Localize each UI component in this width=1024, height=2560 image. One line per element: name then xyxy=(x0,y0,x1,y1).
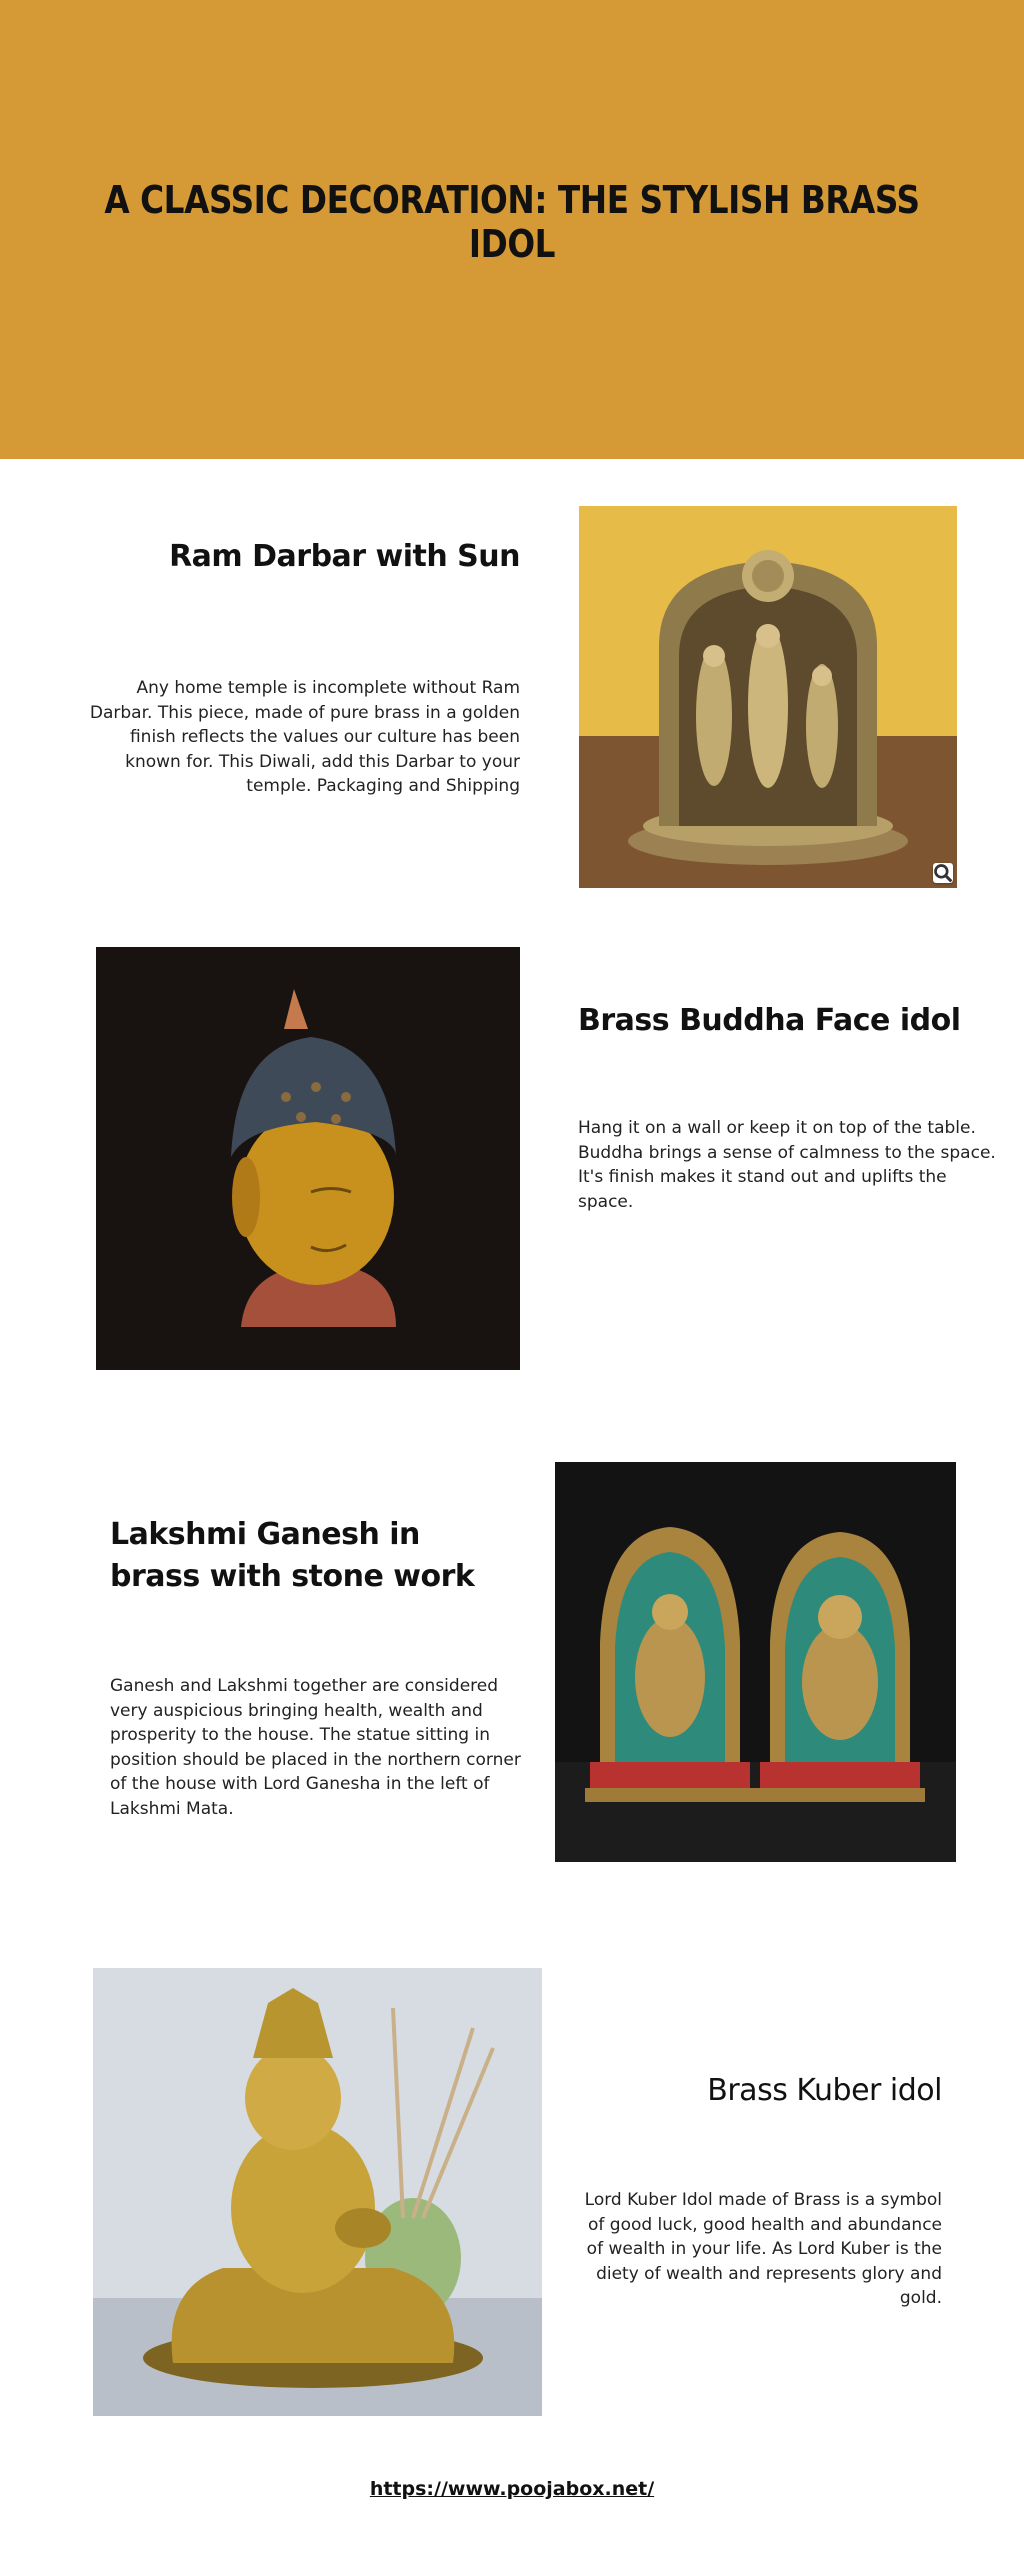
product-title: Brass Buddha Face idol xyxy=(578,1003,961,1038)
kuber-photo xyxy=(93,1968,542,2416)
page-title: A CLASSIC DECORATION: THE STYLISH BRASS IDOL xyxy=(104,178,920,266)
buddha-face-image[interactable] xyxy=(96,947,520,1370)
product-title: Lakshmi Ganesh in brass with stone work xyxy=(110,1517,475,1594)
magnifier-icon xyxy=(933,863,953,883)
lakshmi-ganesh-photo xyxy=(555,1462,956,1862)
product-description: Hang it on a wall or keep it on top of the table. Buddha brings a sense of calmness to the space. It's finish makes it stand out and uplifts the space. xyxy=(578,1118,996,1212)
kuber-image[interactable] xyxy=(93,1968,542,2416)
product-title: Ram Darbar with Sun xyxy=(169,539,520,574)
product-title: Brass Kuber idol xyxy=(707,2073,942,2108)
lakshmi-ganesh-image[interactable] xyxy=(555,1462,956,1862)
product-description: Lord Kuber Idol made of Brass is a symbol of good luck, good health and abundance of wealth in your life. As Lord Kuber is the diety of wealth and represents glory and gold. xyxy=(584,2190,942,2308)
product-description: Ganesh and Lakshmi together are considered very auspicious bringing health, wealth and prosperity to the house. The statue sitting in position should be placed in the northern corner of the house with Lord Ganesha in the left of Lakshmi Mata. xyxy=(110,1676,521,1819)
ram-darbar-photo xyxy=(579,506,957,888)
product-description: Any home temple is incomplete without Ram Darbar. This piece, made of pure brass in a golden finish reflects the values our culture has been known for. This Diwali, add this Darbar to your temple. Packaging and Shipping xyxy=(89,678,520,796)
hero-banner xyxy=(0,0,1024,459)
website-link[interactable]: https://www.poojabox.net/ xyxy=(369,2478,655,2500)
ram-darbar-image[interactable] xyxy=(579,506,957,888)
buddha-face-photo xyxy=(96,947,520,1370)
zoom-button[interactable] xyxy=(933,863,953,883)
